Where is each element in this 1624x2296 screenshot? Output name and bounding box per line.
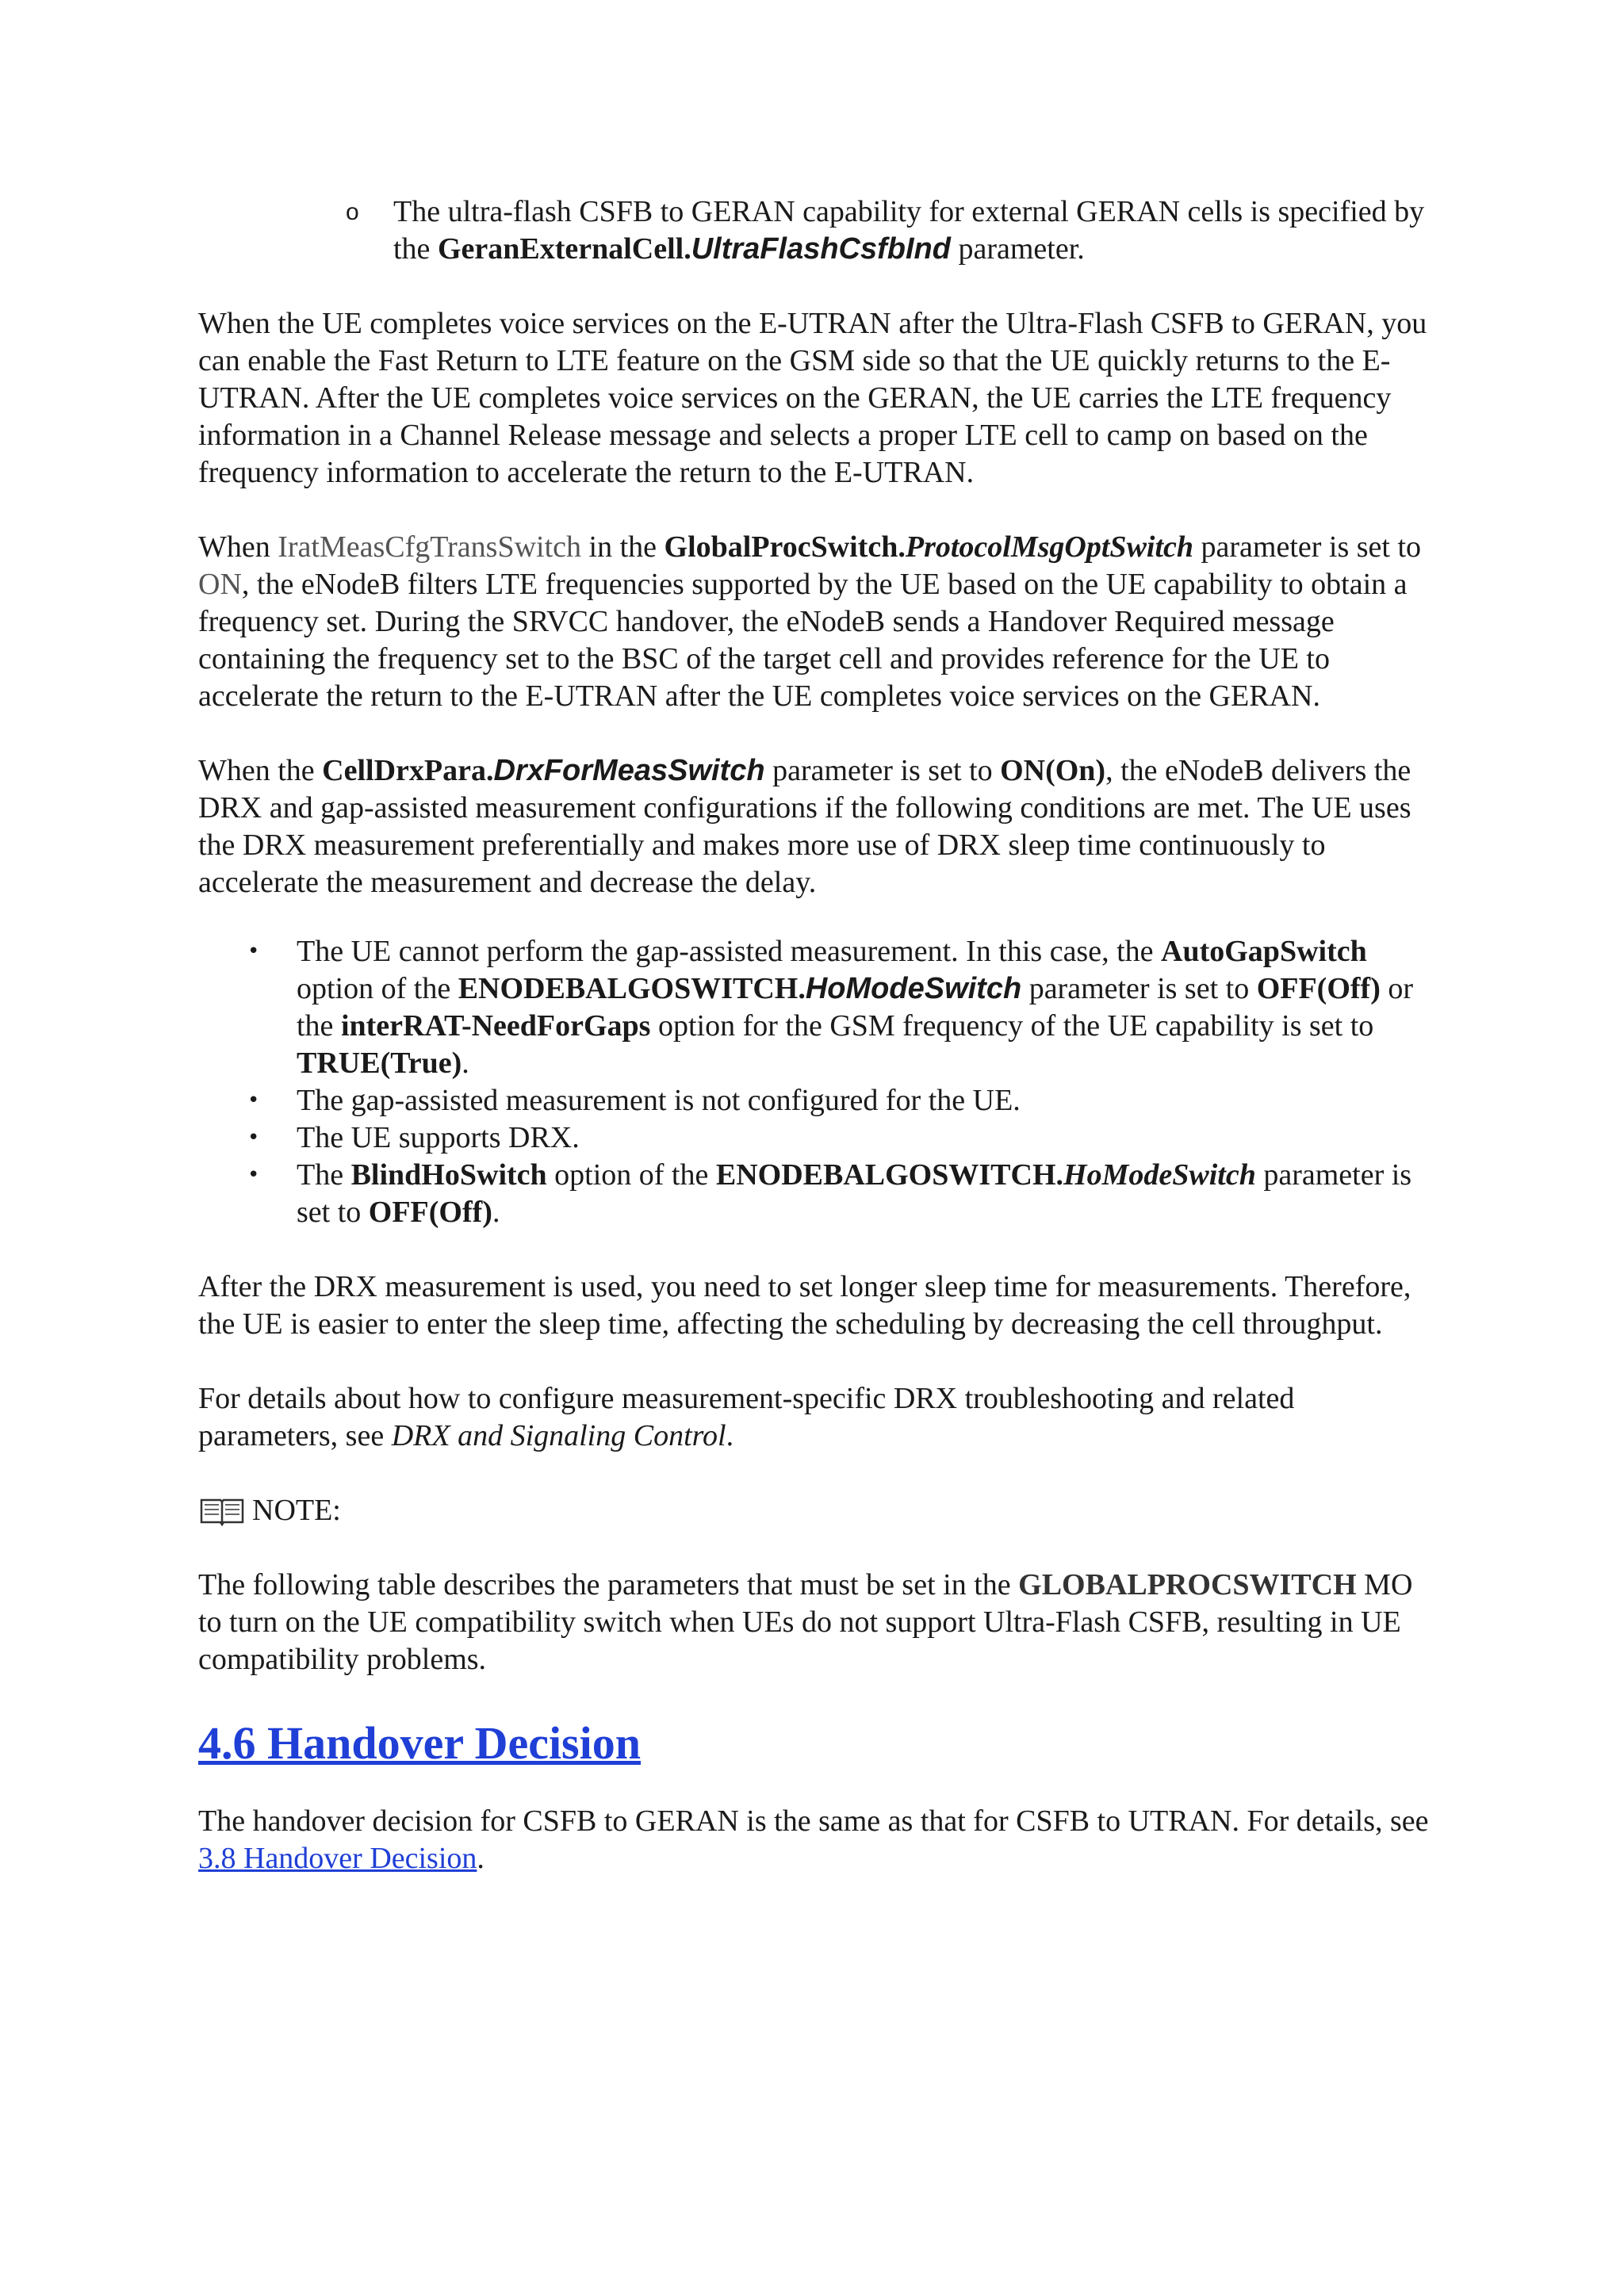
text: MO to turn on the UE compatibility switch when UEs do not support Ultra-Flash CSFB, resulting in UE compatibility problems.	[198, 1568, 1413, 1676]
paragraph-irat-meas	[198, 529, 1434, 715]
text: The UE supports DRX.	[297, 1121, 580, 1154]
section-heading[interactable]: 4.6 Handover Decision	[198, 1717, 641, 1769]
list-item	[198, 1157, 1434, 1231]
text: parameter is set to	[764, 754, 1001, 787]
switch-value: ON	[198, 568, 242, 601]
text: For details about how to configure measurement-specific DRX troubleshooting and related parameters, see	[198, 1382, 1295, 1452]
text: .	[492, 1196, 500, 1229]
parameter-value: ON(On)	[1000, 754, 1106, 787]
bullet-dot: •	[247, 1089, 260, 1112]
doc-reference: DRX and Signaling Control	[391, 1419, 726, 1452]
paragraph-compat-table	[198, 1567, 1434, 1678]
text: option of the	[297, 972, 458, 1005]
list-item	[198, 1119, 1434, 1157]
parameter-name: HoModeSwitch	[805, 972, 1022, 1005]
parameter-name: DrxForMeasSwitch	[493, 754, 765, 787]
option-name: BlindHoSwitch	[350, 1158, 547, 1192]
object-name: CellDrxPara.	[322, 754, 494, 787]
parameter-value: OFF(Off)	[1256, 972, 1381, 1005]
text: .	[726, 1419, 734, 1452]
text: The handover decision for CSFB to GERAN is the same as that for CSFB to UTRAN. For details, see	[198, 1804, 1429, 1838]
object-name: ENODEBALGOSWITCH.	[458, 972, 806, 1005]
text: option for the GSM frequency of the UE capability is set to	[650, 1009, 1374, 1043]
bullet-marker: o	[346, 199, 359, 225]
text: parameter is set to	[1193, 530, 1422, 564]
bullet-dot: •	[247, 939, 260, 963]
note-label	[198, 1492, 1434, 1529]
text: When	[198, 530, 278, 564]
paragraph-drx-meas	[198, 752, 1434, 901]
note-text: NOTE:	[252, 1494, 341, 1527]
object-name: GlobalProcSwitch.	[664, 530, 906, 564]
text: The	[297, 1158, 351, 1192]
parameter-name: ProtocolMsgOptSwitch	[905, 530, 1194, 564]
text: option of the	[546, 1158, 716, 1192]
parameter-value: TRUE(True)	[297, 1047, 462, 1080]
text: in the	[581, 530, 665, 564]
option-name: AutoGapSwitch	[1161, 935, 1367, 968]
text: The gap-assisted measurement is not configured for the UE.	[297, 1084, 1021, 1117]
object-name: ENODEBALGOSWITCH.	[715, 1158, 1064, 1192]
text: , the eNodeB filters LTE frequencies supported by the UE based on the UE capability to obtain a frequency set. During the SRVCC handover, the eNodeB sends a Handover Required message containing the frequency set to the BSC of the target cell and provides reference for the UE to accelerate the return to the E-UTRAN after the UE completes voice services on the GERAN.	[198, 568, 1408, 713]
parameter-value: OFF(Off)	[368, 1196, 492, 1229]
text: The following table describes the parameters that must be set in the	[198, 1568, 1019, 1601]
text: When the	[198, 754, 323, 787]
bullet-dot: •	[247, 1163, 260, 1187]
paragraph-drx-details	[198, 1380, 1434, 1455]
parameter-name: HoModeSwitch	[1063, 1158, 1256, 1192]
paragraph-drx-sleep: After the DRX measurement is used, you need to set longer sleep time for measurements. Therefore, the UE is easier to enter the sleep time, affecting the scheduling by decreasing the cell throughput.	[198, 1270, 1411, 1341]
option-name: interRAT-NeedForGaps	[340, 1009, 651, 1043]
text: The ultra-flash CSFB to GERAN capability for external GERAN cells is specified by the	[393, 195, 1425, 266]
list-item	[198, 933, 1434, 1082]
sub-bullet-ultra-flash	[198, 193, 1434, 268]
paragraph-handover-decision	[198, 1803, 1434, 1877]
object-name: GeranExternalCell.	[437, 232, 691, 266]
text: , the eNodeB delivers the DRX and gap-assisted measurement configurations if the following conditions are met. The UE uses the DRX measurement preferentially and makes more use of DRX sleep time continuously to accelerate the measurement and decrease the delay.	[198, 754, 1411, 899]
text: parameter.	[950, 232, 1085, 266]
mo-name: GLOBALPROCSWITCH	[1018, 1568, 1357, 1601]
paragraph-fast-return: When the UE completes voice services on the E-UTRAN after the Ultra-Flash CSFB to GERAN, you can enable the Fast Return to LTE feature on the GSM side so that the UE quickly returns to the E-UTRAN. After the UE completes voice services on the GERAN, the UE carries the LTE frequency information in a Channel Release message and selects a proper LTE cell to camp on based on the frequency information to accelerate the return to the E-UTRAN.	[198, 307, 1427, 489]
text: The UE cannot perform the gap-assisted measurement. In this case, the	[297, 935, 1162, 968]
parameter-name: UltraFlashCsfbInd	[691, 232, 951, 266]
text: or the	[297, 972, 1414, 1043]
text: .	[462, 1047, 469, 1080]
text: parameter is set to	[1021, 972, 1257, 1005]
handover-decision-link[interactable]: 3.8 Handover Decision	[198, 1842, 477, 1875]
text: .	[477, 1842, 485, 1875]
bullet-dot: •	[247, 1126, 260, 1150]
text: parameter is set to	[297, 1158, 1412, 1229]
conditions-list	[198, 933, 1434, 1231]
book-icon	[198, 1495, 246, 1527]
switch-name: IratMeasCfgTransSwitch	[278, 530, 582, 564]
list-item	[198, 1082, 1434, 1119]
